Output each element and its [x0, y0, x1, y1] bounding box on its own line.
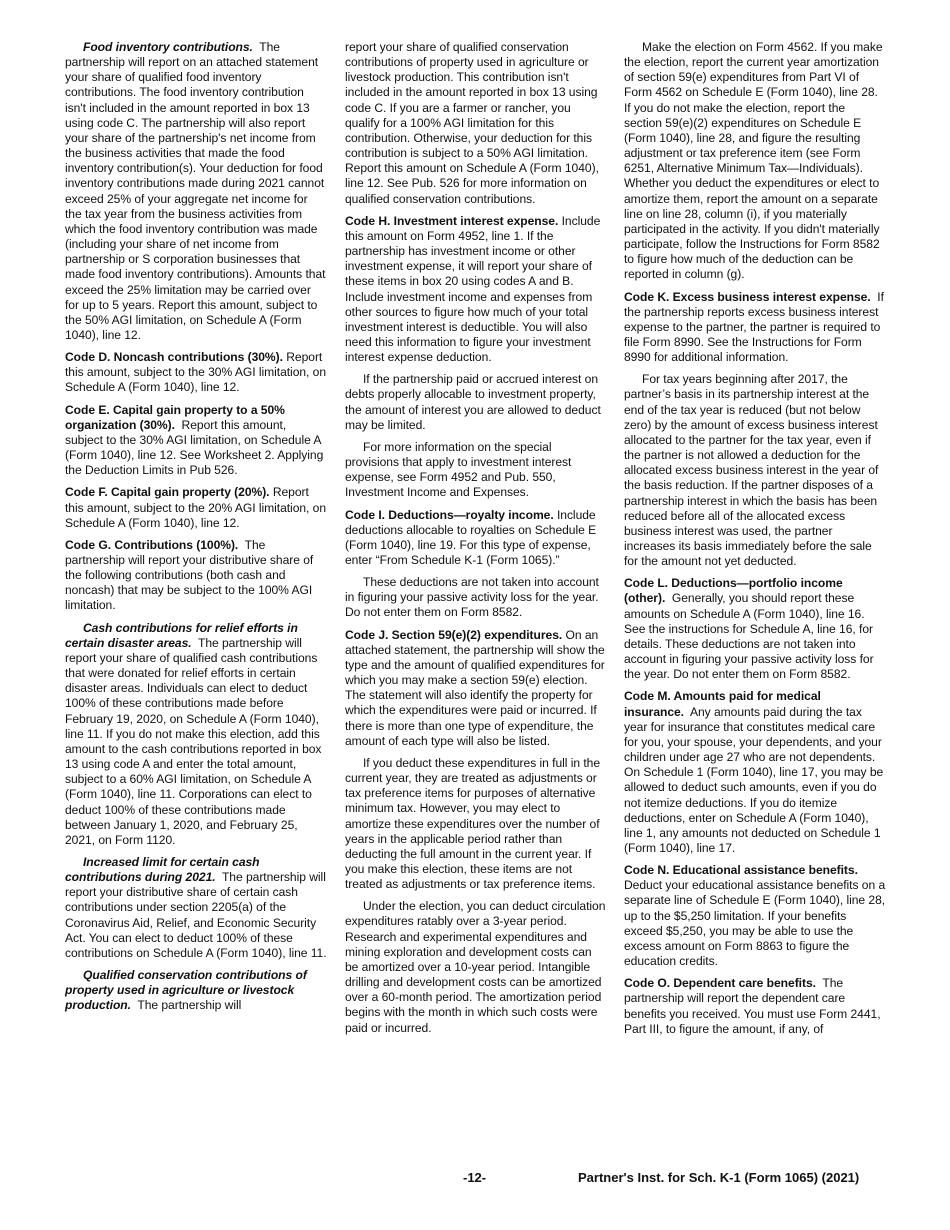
paragraph-qualified-conservation-cont: report your share of qualified conservation contributions of property used in agriculture or livestock production. This contribution isn't included in the amount reported in box 13 using code C. If you are a farmer or rancher, you qualify for a 100% AGI limitation for this contribution. Otherwise, your deduction for this contribution is subject to a 50% AGI limitation. Report this amount on Schedule A (Form 1040), line 12. See Pub. 526 for more information on qualified conservation contributions.	[345, 40, 599, 206]
code-o-text: The partnership will report the dependent care benefits you received. You must use Form 2441, Part III, to figure the amount, if any, of	[624, 976, 881, 1036]
code-e-text: Report this amount, subject to the 30% AGI limitation, on Schedule A (Form 1040), line 12. See Worksheet 2. Applying the Deduction Limits in Pub 526.	[65, 417, 324, 478]
paragraph-code-n	[624, 863, 886, 969]
paragraph-cash-relief	[65, 621, 327, 848]
paragraph-code-f	[65, 485, 327, 530]
column-left	[65, 40, 327, 1021]
cash-relief-text: The partnership will report your share of qualified cash contributions that were donated for relief efforts in certain disaster areas. Individuals can elect to deduct 100% of these contributions made before February 19, 2020, on Schedule A (Form 1040), line 11. If you do not make this election, add this amount to the cash contributions reported in box 13 using code A and enter the total amount, subject to a 60% AGI limitation, on Schedule A (Form 1040), line 11. Corporations can elect to deduct 100% of these contributions made between January 1, 2020, and February 25, 2021, on Form 1120.	[65, 635, 322, 847]
cash-relief-heading: Cash contributions for relief efforts in certain disaster areas.	[65, 620, 298, 650]
food-inventory-text: The partnership will report on an attached statement your share of qualified food inventory contributions. The food inventory contribution isn't included in the amount reported in box 13 using code C. The partnership will also report your share of the partnership's net income from the business activities that made the food inventory contribution(s). Your deduction for food inventory contributions made during 2021 cannot exceed 25% of your aggregate net income for the tax year from the business activities from which the food inventory contribution was made (including your share of net income from partnership or S corporation businesses that made food inventory contributions). Amounts that exceed the 25% limitation may be carried over for up to 5 years. Report this amount, subject to the 50% AGI limitation, on Schedule A (Form 1040), line 12.	[65, 40, 326, 342]
code-m-heading: Code M. Amounts paid for medical insurance.	[624, 689, 821, 719]
code-h-heading: Code H. Investment interest expense.	[345, 213, 559, 228]
code-e-heading: Code E. Capital gain property to a 50% organization (30%).	[65, 402, 285, 432]
paragraph-code-e	[65, 403, 327, 479]
paragraph-code-j-2: If you deduct these expenditures in full in the current year, they are treated as adjustments or tax preference items for purposes of alternative minimum tax. However, you may elect to amortize these expenditures over the number of years in the applicable period rather than deducting the full amount in the current year. If you make this election, these items are not treated as adjustments or tax preference items.	[345, 755, 600, 892]
paragraph-food-inventory	[65, 40, 327, 343]
code-d-heading: Code D. Noncash contributions (30%).	[65, 350, 283, 365]
code-g-text: The partnership will report your distributive share of the following contributions (both cash and noncash) that may be subject to the 100% AGI limitation.	[65, 537, 314, 613]
code-d-text: Report this amount, subject to the 30% AGI limitation, on Schedule A (Form 1040), line 12.	[65, 350, 327, 395]
paragraph-code-h-3: For more information on the special provisions that apply to investment interest expense, see Form 4952 and Pub. 550, Investment Income and Expenses.	[345, 439, 572, 500]
code-m-text: Any amounts paid during the tax year for insurance that constitutes medical care for you, your spouse, your dependents, and your children under age 27 who are not dependents. On Schedule 1 (Form 1040), line 17, you may be allowed to deduct such amounts, even if you do not itemize deductions. If you do itemize deductions, enter on Schedule A (Form 1040), line 1, any amounts not deducted on Schedule 1 (Form 1040), line 17.	[624, 704, 884, 855]
code-n-heading: Code N. Educational assistance benefits.	[624, 863, 858, 878]
page-number: -12-	[463, 1170, 487, 1185]
paragraph-code-g	[65, 538, 327, 614]
paragraph-code-i	[345, 508, 607, 569]
column-right	[624, 40, 886, 1044]
paragraph-code-o	[624, 976, 886, 1037]
code-j-heading: Code J. Section 59(e)(2) expenditures.	[345, 627, 563, 642]
column-middle	[345, 40, 607, 1043]
code-l-heading: Code L. Deductions—portfolio income (other).	[624, 576, 843, 606]
code-g-heading: Code G. Contributions (100%).	[65, 537, 239, 552]
paragraph-code-j-4: Make the election on Form 4562. If you make the election, report the current year amortization of section 59(e) expenditures from Part VI of Form 4562 on Schedule E (Form 1040), line 28. If you do not make the election, report the section 59(e)(2) expenditures on Schedule E (Form 1040), line 28, and figure the resulting adjustment or tax preference item (see Form 6251, Alternative Minimum Tax—Individuals). Whether you deduct the expenditures or elect to amortize them, report the amount on a separate line on line 28, column (i), if you materially participated in the activity. If you didn't materially participate, follow the Instructions for Form 8582 to figure how much of the deduction can be reported in column (g).	[624, 40, 883, 282]
paragraph-code-k	[624, 290, 886, 366]
code-o-heading: Code O. Dependent care benefits.	[624, 976, 816, 991]
paragraph-code-i-2: These deductions are not taken into account in figuring your passive activity loss for the year. Do not enter them on Form 8582.	[345, 575, 599, 620]
qualified-conservation-text: The partnership will	[137, 998, 242, 1013]
code-j-text: On an attached statement, the partnership will show the type and the amount of qualified expenditures for which you may make a section 59(e) election. The statement will also identify the property for which the expenditures were paid or incurred. If there is more than one type of expenditure, the amount of each type will also be listed.	[345, 627, 605, 748]
code-k-text: If the partnership reports excess business interest expense to the partner, the partner is required to file Form 8990. See the Instructions for Form 8990 for additional information.	[624, 289, 884, 365]
paragraph-code-h-2: If the partnership paid or accrued interest on debts properly allocable to investment property, the amount of interest you are allowed to deduct may be limited.	[345, 372, 601, 432]
food-inventory-heading: Food inventory contributions.	[83, 40, 253, 54]
code-l-text: Generally, you should report these amounts on Schedule A (Form 1040), line 16. See the instructions for Schedule A, line 16, for details. These deductions are not taken into account in figuring your passive activity loss for the year. Do not enter them on Form 8582.	[624, 591, 874, 682]
paragraph-code-m	[624, 689, 886, 856]
code-n-text: Deduct your educational assistance benefits on a separate line of Schedule E (Form 1040), line 28, up to the $5,250 limitation. If your benefits exceed $5,250, you may be able to use the excess amount on Form 8863 to figure the education credits.	[624, 878, 886, 969]
code-h-text: Include this amount on Form 4952, line 1. If the partnership has investment income or other investment expense, it will report your share of these items in box 20 using codes A and B. Include investment income and expenses from other sources to figure how much of your total investment interest is deductible. You will also need this information to figure your investment interest expense deduction.	[345, 213, 601, 365]
code-i-heading: Code I. Deductions—royalty income.	[345, 507, 554, 522]
document-title: Partner's Inst. for Sch. K-1 (Form 1065) (2021)	[578, 1170, 860, 1185]
increased-limit-text: The partnership will report your distributive share of certain cash contributions under section 2205(a) of the Coronavirus Aid, Relief, and Economic Security Act. You can elect to deduct 100% of these contributions on Schedule A (Form 1040), line 11.	[65, 870, 327, 960]
code-f-heading: Code F. Capital gain property (20%).	[65, 485, 270, 500]
code-f-text: Report this amount, subject to the 20% AGI limitation, on Schedule A (Form 1040), line 12.	[65, 485, 327, 530]
code-i-text: Include deductions allocable to royalties on Schedule E (Form 1040), line 19. For this type of expense, enter “From Schedule K-1 (Form 1065).”	[345, 507, 597, 567]
code-k-heading: Code K. Excess business interest expense.	[624, 289, 871, 304]
paragraph-code-k-2: For tax years beginning after 2017, the partner’s basis in its partnership interest at the end of the tax year is reduced (but not below zero) by the amount of excess business interest allocated to the partner for the tax year, even if the partner is not allowed a deduction for the allocated excess business interest in the year of the basis reduction. If the partner disposes of a partnership interest in which the basis has been reduced before all of the allocated excess business interest was used, the partner increases its basis immediately before the sale for the amount not yet deducted.	[624, 372, 879, 569]
paragraph-code-h	[345, 214, 607, 366]
paragraph-qualified-conservation	[65, 968, 327, 1013]
increased-limit-heading: Increased limit for certain cash contributions during 2021.	[65, 854, 260, 885]
qualified-conservation-heading: Qualified conservation contributions of property used in agriculture or livestock production.	[65, 968, 307, 1013]
paragraph-code-j	[345, 628, 607, 749]
paragraph-code-d	[65, 350, 327, 395]
paragraph-increased-limit	[65, 855, 327, 961]
paragraph-code-l	[624, 576, 886, 682]
paragraph-code-j-3: Under the election, you can deduct circulation expenditures ratably over a 3-year period. Research and experimental expenditures and mining exploration and development costs can be amortized over a 10-year period. Intangible drilling and development costs can be amortized over a 60-month period. The amortization period begins with the month in which such costs were paid or incurred.	[345, 899, 606, 1035]
